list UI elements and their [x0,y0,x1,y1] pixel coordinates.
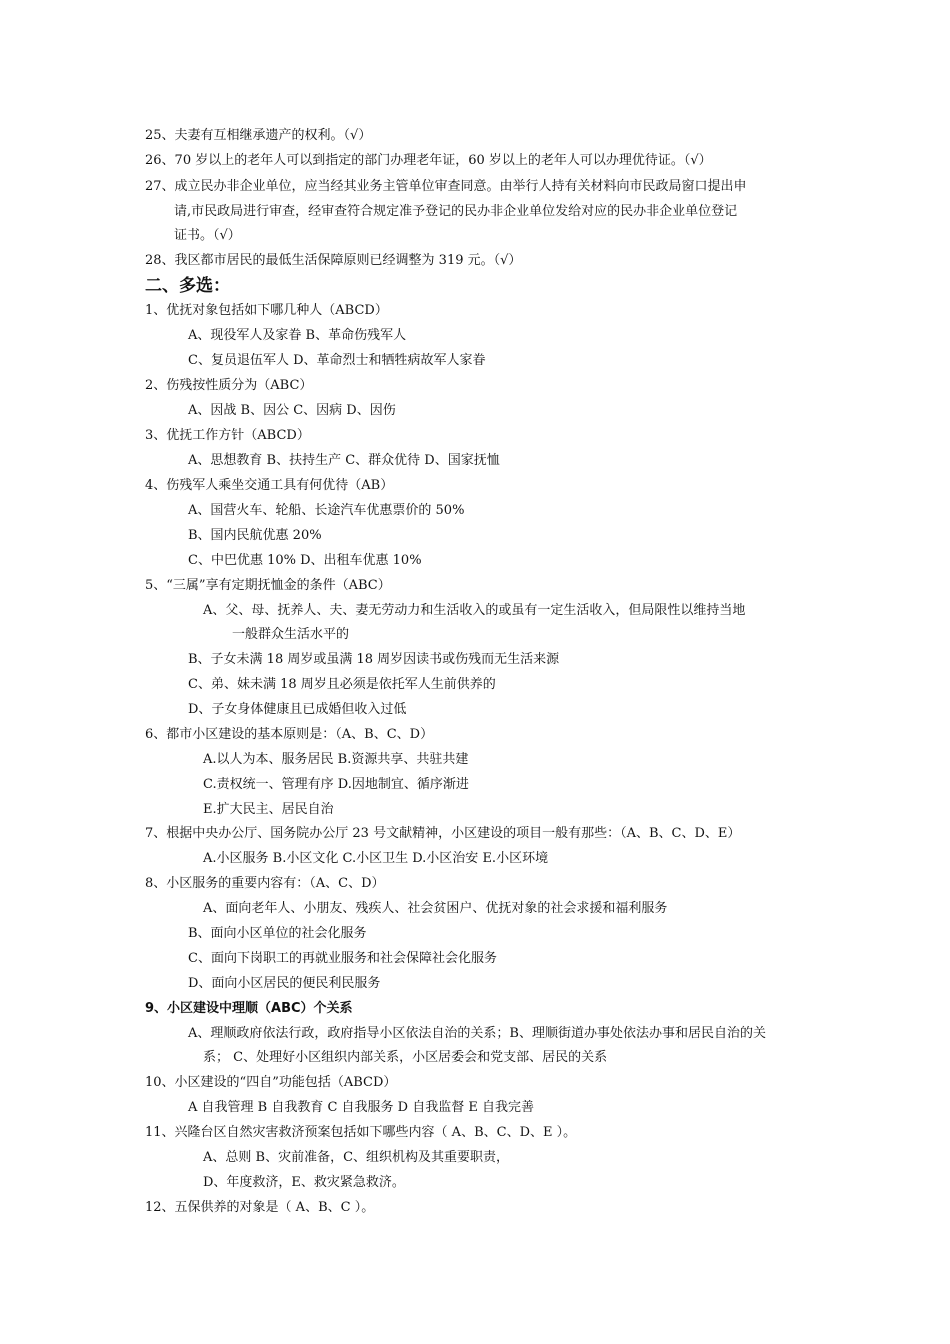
question-5: 5、“三属”享有定期抚恤金的条件（ABC） [145,578,391,593]
item-27-line1: 27、成立民办非企业单位，应当经其业务主管单位审查同意。由举行人持有关材料向市民政局窗口提出申 [145,179,747,194]
question-4: 4、伤残军人乘坐交通工具有何优待（AB） [145,478,394,493]
question-10-options: A 自我管理 B 自我教育 C 自我服务 D 自我监督 E 自我完善 [188,1100,534,1115]
section-heading-multiple-choice: 二、多选： [145,276,230,296]
question-8-option-c: C、面向下岗职工的再就业服务和社会保障社会化服务 [188,951,497,966]
question-7: 7、根据中央办公厅、国务院办公厅 23 号文献精神，小区建设的项目一般有那些：（A、B、C、D、E） [145,826,741,841]
question-11-options-line1: A、总则 B、灾前准备，C、组织机构及其重要职责， [203,1150,510,1165]
question-4-options-cd: C、中巴优惠 10% D、出租车优惠 10% [188,553,422,568]
question-4-option-a: A、国营火车、轮船、长途汽车优惠票价的 50% [188,503,465,518]
question-8: 8、小区服务的重要内容有：（A、C、D） [145,876,385,891]
question-3-options: A、思想教育 B、扶持生产 C、群众优待 D、国家抚恤 [188,453,500,468]
question-10: 10、小区建设的“四自”功能包括（ABCD） [145,1075,397,1090]
question-5-option-d: D、子女身体健康且已成婚但收入过低 [188,702,407,717]
question-6-options-ab: A.以人为本、服务居民 B.资源共享、共驻共建 [203,752,469,767]
question-9-options-line1: A、理顺政府依法行政，政府指导小区依法自治的关系；B、理顺街道办事处依法办事和居民自治的关 [188,1026,766,1041]
question-1-options-ab: A、现役军人及家眷 B、革命伤残军人 [188,328,407,343]
question-5-option-b: B、子女未满 18 周岁或虽满 18 周岁因读书或伤残而无生活来源 [188,652,560,667]
question-9: 9、小区建设中理顺（ABC）个关系 [145,1001,353,1016]
item-27-line3: 证书。（√） [174,228,241,243]
question-6-option-e: E.扩大民主、居民自治 [203,802,334,817]
question-12: 12、五保供养的对象是（ A、B、C ）。 [145,1200,375,1215]
item-27-line2: 请,市民政局进行审查，经审查符合规定准予登记的民办非企业单位发给对应的民办非企业单位登记 [174,204,738,219]
question-4-option-b: B、国内民航优惠 20% [188,528,322,543]
question-8-option-b: B、面向小区单位的社会化服务 [188,926,367,941]
question-5-option-c: C、弟、妹未满 18 周岁且必须是依托军人生前供养的 [188,677,496,692]
question-6-options-cd: C.责权统一、管理有序 D.因地制宜、循序渐进 [203,777,469,792]
question-3: 3、优抚工作方针（ABCD） [145,428,310,443]
question-2: 2、伤残按性质分为（ABC） [145,378,313,393]
item-25: 25、夫妻有互相继承遗产的权利。（√） [145,128,372,143]
question-5-option-a: A、父、母、抚养人、夫、妻无劳动力和生活收入的或虽有一定生活收入，但局限性以维持当地 [203,603,746,618]
question-8-option-d: D、面向小区居民的便民利民服务 [188,976,381,991]
question-6: 6、都市小区建设的基本原则是：（A、B、C、D） [145,727,434,742]
question-8-option-a: A、面向老年人、小朋友、残疾人、社会贫困户、优抚对象的社会求援和福利服务 [203,901,668,916]
question-2-options: A、因战 B、因公 C、因病 D、因伤 [188,403,396,418]
question-11-options-line2: D、年度救济，E、救灾紧急救济。 [203,1175,405,1190]
question-11: 11、兴隆台区自然灾害救济预案包括如下哪些内容（ A、B、C、D、E ）。 [145,1125,577,1140]
question-1: 1、优抚对象包括如下哪几种人（ABCD） [145,303,388,318]
question-5-option-a-cont: 一般群众生活水平的 [232,627,350,642]
item-26: 26、70 岁以上的老年人可以到指定的部门办理老年证，60 岁以上的老年人可以办理优待证。（√） [145,153,712,168]
question-9-options-line2: 系； C、处理好小区组织内部关系，小区居委会和党支部、居民的关系 [203,1050,608,1065]
question-1-options-cd: C、复员退伍军人 D、革命烈士和牺牲病故军人家眷 [188,353,486,368]
item-28: 28、我区都市居民的最低生活保障原则已经调整为 319 元。（√） [145,253,522,268]
question-7-options: A.小区服务 B.小区文化 C.小区卫生 D.小区治安 E.小区环境 [203,851,549,866]
